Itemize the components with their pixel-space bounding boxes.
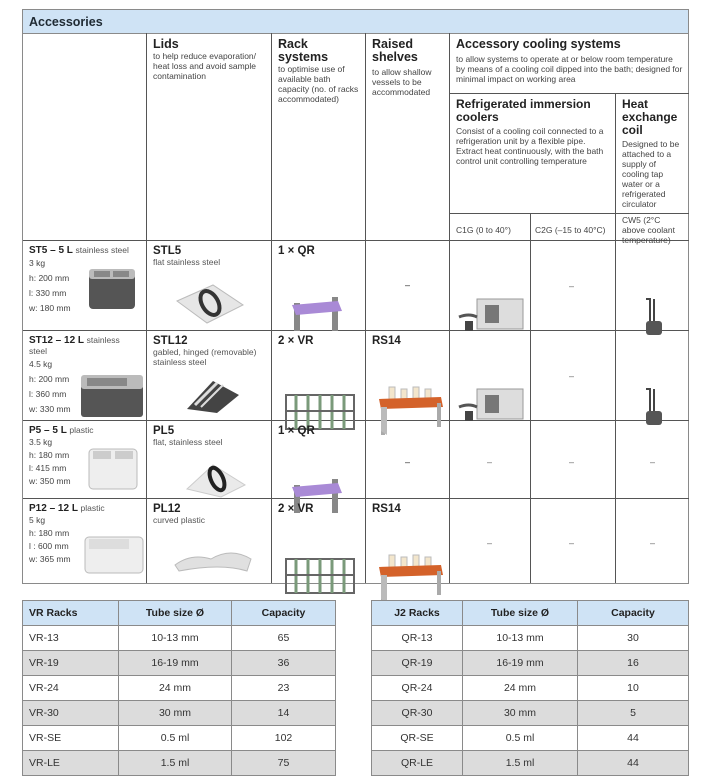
tube-size: 1.5 ml [119,751,232,776]
c2g-label: C2G (–15 to 40°C) [535,225,606,235]
capacity: 30 [578,626,689,651]
bath-width: w: 330 mm [29,404,71,414]
table-row [372,626,689,651]
shelf-value: – [405,280,411,290]
bath-length: l: 330 mm [29,288,67,298]
c2g-value: – [569,457,575,467]
capacity: 16 [578,651,689,676]
c2g-value: – [569,371,575,381]
lid-code: PL12 [153,503,181,515]
bath-name: P12 – 12 L plastic [29,503,105,514]
coil-header [616,95,690,212]
coil-desc: Designed to be attached to a supply of cooling tap water or a refrigerated circulator [622,139,680,209]
tube-size: 0.5 ml [119,726,232,751]
bath-length: l : 600 mm [29,541,69,551]
rack-name: VR-SE [23,726,119,751]
vr-rack-image [280,553,360,599]
raised-shelf-image [375,553,447,605]
rack-name: QR-SE [372,726,463,751]
lid-cell-stl12 [147,332,271,370]
cooling-desc: to allow systems to operate at or below room temperature by means of a cooling coil dipped into the bath; designed for minimal impact on working area [456,54,683,84]
capacity: 65 [232,626,336,651]
bath-width: w: 365 mm [29,554,71,564]
bath-name: ST5 – 5 L stainless steel [29,245,129,256]
lid-code: STL5 [153,245,182,257]
lid-cell-pl5 [147,422,271,450]
c1g-value: – [487,538,493,548]
bath-width: w: 180 mm [29,303,71,313]
c1g-value: – [487,457,493,467]
rack-name: QR-24 [372,676,463,701]
vr-col-racks: VR Racks [23,601,119,626]
c2g-value: – [569,538,575,548]
bath-weight: 5 kg [29,515,46,525]
bath-length: l: 415 mm [29,463,67,473]
table-row [372,701,689,726]
lid-desc: flat, stainless steel [153,437,223,447]
qr-rack-image [288,291,348,333]
rack-cell [272,242,366,260]
rack-name: VR-19 [23,651,119,676]
cw5-value: – [650,538,656,548]
bath-length: l: 360 mm [29,389,67,399]
bath-height: h: 200 mm [29,374,70,384]
raised-shelf-image [375,385,447,437]
shelf-code: RS14 [372,503,401,515]
rack-code: 1 × QR [278,425,315,437]
vr-racks-table [22,600,336,776]
cooling-header [450,35,690,87]
c1g-label: C1G (0 to 40°) [456,225,511,235]
j2-header-row [372,601,689,626]
shelf-cell [366,500,450,518]
rack-name: VR-30 [23,701,119,726]
rack-name: VR-24 [23,676,119,701]
rack-cell [272,500,366,518]
capacity: 10 [578,676,689,701]
rack-name: VR-LE [23,751,119,776]
flat-lid-image [183,459,249,499]
rack-code: 1 × QR [278,245,315,257]
shelf-code: RS14 [372,335,401,347]
tube-size: 24 mm [119,676,232,701]
table-row [23,751,336,776]
lid-cell-pl12 [147,500,271,528]
capacity: 75 [232,751,336,776]
lid-cell-stl5 [147,242,271,270]
rack-code: 2 × VR [278,503,314,515]
cw5-value: – [650,457,656,467]
rack-name: QR-30 [372,701,463,726]
accessories-title: Accessories [22,9,689,34]
lids-desc: to help reduce evaporation/ heat loss and avoid sample contamination [153,51,257,81]
racks-title: Rack systems [278,37,329,64]
tube-size: 30 mm [463,701,578,726]
capacity: 44 [578,726,689,751]
table-row [372,751,689,776]
table-row [23,676,336,701]
bath-width: w: 350 mm [29,476,71,486]
bath-weight: 3 kg [29,258,46,268]
tube-size: 0.5 ml [463,726,578,751]
cw5-label: CW5 (2°C above coolant temperature) [622,215,675,245]
bath-height: h: 180 mm [29,528,70,538]
capacity: 5 [578,701,689,726]
table-row [372,726,689,751]
cooling-title: Accessory cooling systems [456,37,621,51]
accessories-table [22,33,689,584]
bath-weight: 4.5 kg [29,359,53,369]
rack-code: 2 × VR [278,335,314,347]
immersion-header [450,95,615,169]
table-row [372,676,689,701]
capacity: 36 [232,651,336,676]
bath-name: ST12 – 12 L stainless steel [29,335,120,356]
gabled-lid-image [183,375,243,415]
coil-image [638,385,668,429]
capacity: 14 [232,701,336,726]
steel-bath-image [85,263,139,313]
j2-racks-table [371,600,689,776]
immersion-desc: Consist of a cooling coil connected to a refrigeration unit by a flexible pipe. Extract heat continuously, with the bath control unit controlling temperature [456,126,604,166]
vr-header-row [23,601,336,626]
cooler-image [455,295,527,333]
bath-height: h: 200 mm [29,273,70,283]
curved-lid-image [171,543,255,575]
bath-height: h: 180 mm [29,450,70,460]
shelf-cell [366,332,450,350]
tube-size: 16-19 mm [463,651,578,676]
rack-name: VR-13 [23,626,119,651]
shelves-desc: to allow shallow vessels to be accommodated [372,67,432,97]
tube-size: 16-19 mm [119,651,232,676]
lid-code: PL5 [153,425,175,437]
c2g-value: – [569,281,575,291]
lids-header [147,35,271,84]
coil-image [638,295,668,339]
lid-desc: flat stainless steel [153,257,221,267]
j2-col-capacity: Capacity [578,601,689,626]
rack-name: QR-19 [372,651,463,676]
racks-desc: to optimise use of available bath capacity (no. of racks accommodated) [278,64,359,104]
cooler-image [455,385,527,423]
steel-bath-image [77,371,147,419]
plastic-bath-image [85,443,141,493]
lids-title: Lids [153,37,179,51]
lid-code: STL12 [153,335,188,347]
table-row [372,651,689,676]
table-row [23,726,336,751]
bath-weight: 3.5 kg [29,437,53,447]
table-row [23,626,336,651]
tube-size: 10-13 mm [463,626,578,651]
racks-header [272,35,366,107]
tube-size: 24 mm [463,676,578,701]
shelves-header [366,35,450,100]
lid-desc: curved plastic [153,515,205,525]
vr-col-capacity: Capacity [232,601,336,626]
tube-size: 30 mm [119,701,232,726]
table-row [23,651,336,676]
j2-col-tube: Tube size Ø [463,601,578,626]
rack-name: QR-LE [372,751,463,776]
rack-name: QR-13 [372,626,463,651]
table-row [23,701,336,726]
shelves-title: Raised shelves [372,37,418,64]
shelf-value: – [405,457,411,467]
plastic-bath-image [81,527,147,577]
flat-lid-image [173,281,245,326]
coil-title: Heat exchange coil [622,97,678,137]
tube-size: 10-13 mm [119,626,232,651]
rack-cell [272,422,366,440]
immersion-title: Refrigerated immersion coolers [456,97,591,124]
capacity: 44 [578,751,689,776]
bath-name: P5 – 5 L plastic [29,425,94,436]
capacity: 102 [232,726,336,751]
j2-col-racks: J2 Racks [372,601,463,626]
lid-desc: gabled, hinged (removable) stainless steel [153,347,257,367]
tube-size: 1.5 ml [463,751,578,776]
capacity: 23 [232,676,336,701]
rack-cell [272,332,366,350]
vr-col-tube: Tube size Ø [119,601,232,626]
